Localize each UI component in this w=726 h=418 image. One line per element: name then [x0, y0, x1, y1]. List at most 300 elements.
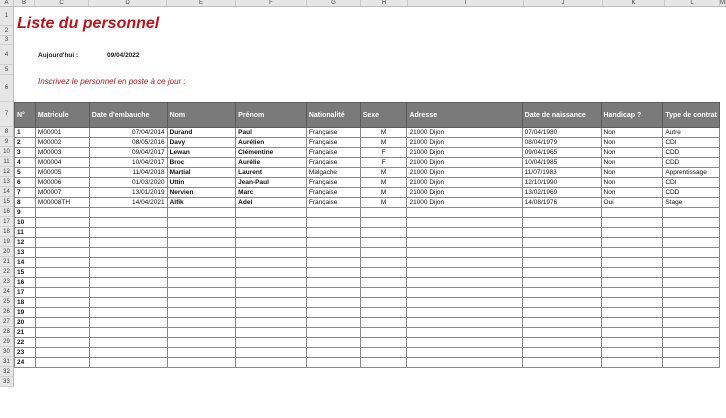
cell-first-name[interactable] — [236, 238, 307, 248]
cell-first-name[interactable] — [236, 348, 307, 358]
cell-number[interactable]: 2 — [15, 138, 36, 148]
cell-first-name[interactable] — [236, 338, 307, 348]
cell-last-name[interactable] — [167, 318, 236, 328]
cell-matricule[interactable] — [35, 308, 89, 318]
cell-handicap[interactable] — [601, 218, 663, 228]
cell-address[interactable] — [407, 268, 522, 278]
cell-nationality[interactable] — [306, 358, 360, 368]
cell-birth-date[interactable]: 09/04/1965 — [522, 148, 601, 158]
cell-hire-date[interactable] — [89, 318, 167, 328]
cell-first-name[interactable]: Aurélien — [236, 138, 307, 148]
cell-handicap[interactable]: Non — [601, 188, 663, 198]
cell-contract-type[interactable]: CDD — [663, 148, 720, 158]
cell-last-name[interactable] — [167, 358, 236, 368]
cell-address[interactable] — [407, 328, 522, 338]
cell-last-name[interactable] — [167, 228, 236, 238]
cell-handicap[interactable] — [601, 338, 663, 348]
cell-contract-type[interactable] — [663, 348, 720, 358]
cell-last-name[interactable]: Martial — [167, 168, 236, 178]
cell-birth-date[interactable] — [522, 338, 601, 348]
cell-matricule[interactable] — [35, 288, 89, 298]
cell-handicap[interactable] — [601, 308, 663, 318]
row-header[interactable]: 33 — [0, 377, 14, 387]
cell-hire-date[interactable]: 11/04/2018 — [89, 168, 167, 178]
row-header[interactable]: 13 — [0, 177, 14, 187]
cell-matricule[interactable] — [35, 358, 89, 368]
cell-number[interactable]: 9 — [15, 208, 36, 218]
cell-number[interactable]: 12 — [15, 238, 36, 248]
cell-nationality[interactable] — [306, 208, 360, 218]
cell-contract-type[interactable] — [663, 248, 720, 258]
cell-birth-date[interactable]: 14/08/1976 — [522, 198, 601, 208]
cell-number[interactable]: 8 — [15, 198, 36, 208]
cell-hire-date[interactable]: 10/04/2017 — [89, 158, 167, 168]
cell-nationality[interactable] — [306, 268, 360, 278]
row-header[interactable]: 23 — [0, 277, 14, 287]
cell-hire-date[interactable]: 13/01/2019 — [89, 188, 167, 198]
cell-birth-date[interactable] — [522, 358, 601, 368]
cell-address[interactable] — [407, 358, 522, 368]
cell-contract-type[interactable] — [663, 308, 720, 318]
column-header[interactable]: D — [89, 0, 167, 7]
cell-contract-type[interactable] — [663, 218, 720, 228]
cell-nationality[interactable]: Malgache — [306, 168, 360, 178]
cell-handicap[interactable]: Oui — [601, 198, 663, 208]
cell-address[interactable] — [407, 318, 522, 328]
cell-number[interactable]: 10 — [15, 218, 36, 228]
cell-hire-date[interactable] — [89, 208, 167, 218]
row-header[interactable]: 17 — [0, 217, 14, 227]
cell-last-name[interactable] — [167, 338, 236, 348]
cell-matricule[interactable]: M00008TH — [35, 198, 89, 208]
cell-contract-type[interactable] — [663, 358, 720, 368]
today-value[interactable]: 09/04/2022 — [107, 52, 140, 59]
cell-nationality[interactable] — [306, 248, 360, 258]
cell-hire-date[interactable] — [89, 248, 167, 258]
cell-last-name[interactable] — [167, 248, 236, 258]
cell-sex[interactable] — [360, 238, 407, 248]
cell-number[interactable]: 7 — [15, 188, 36, 198]
cell-sex[interactable]: M — [360, 198, 407, 208]
cell-contract-type[interactable] — [663, 258, 720, 268]
row-header[interactable]: 3 — [0, 36, 14, 45]
row-header[interactable]: 30 — [0, 347, 14, 357]
column-header[interactable]: L — [665, 0, 720, 7]
cell-address[interactable] — [407, 218, 522, 228]
row-header[interactable]: 21 — [0, 257, 14, 267]
cell-handicap[interactable] — [601, 288, 663, 298]
cell-hire-date[interactable] — [89, 298, 167, 308]
row-header[interactable]: 9 — [0, 137, 14, 147]
column-header[interactable]: A — [0, 0, 14, 7]
row-header[interactable]: 15 — [0, 197, 14, 207]
cell-matricule[interactable]: M00001 — [35, 128, 89, 138]
cell-hire-date[interactable] — [89, 258, 167, 268]
cell-nationality[interactable] — [306, 288, 360, 298]
cell-contract-type[interactable] — [663, 278, 720, 288]
cell-number[interactable]: 19 — [15, 308, 36, 318]
cell-number[interactable]: 18 — [15, 298, 36, 308]
cell-last-name[interactable] — [167, 298, 236, 308]
row-header[interactable]: 7 — [0, 102, 14, 127]
cell-last-name[interactable] — [167, 308, 236, 318]
cell-last-name[interactable]: Durand — [167, 128, 236, 138]
cell-address[interactable] — [407, 338, 522, 348]
cell-birth-date[interactable]: 10/04/1985 — [522, 158, 601, 168]
cell-first-name[interactable] — [236, 328, 307, 338]
row-header[interactable]: 32 — [0, 367, 14, 377]
header-matricule[interactable]: Matricule — [35, 103, 89, 128]
column-header[interactable]: G — [307, 0, 361, 7]
cell-matricule[interactable]: M00006 — [35, 178, 89, 188]
header-hire-date[interactable]: Date d'embauche — [89, 103, 167, 128]
cell-birth-date[interactable] — [522, 218, 601, 228]
row-header[interactable]: 26 — [0, 307, 14, 317]
cell-nationality[interactable] — [306, 348, 360, 358]
cell-birth-date[interactable] — [522, 288, 601, 298]
cell-nationality[interactable] — [306, 258, 360, 268]
cell-number[interactable]: 23 — [15, 348, 36, 358]
cell-address[interactable]: 21000 Dijon — [407, 168, 522, 178]
cell-sex[interactable] — [360, 278, 407, 288]
cell-birth-date[interactable] — [522, 318, 601, 328]
column-header[interactable]: F — [236, 0, 307, 7]
cell-sex[interactable] — [360, 348, 407, 358]
cell-first-name[interactable] — [236, 318, 307, 328]
cell-first-name[interactable] — [236, 228, 307, 238]
cell-contract-type[interactable] — [663, 208, 720, 218]
cell-sex[interactable]: M — [360, 168, 407, 178]
cell-first-name[interactable]: Adel — [236, 198, 307, 208]
cell-matricule[interactable] — [35, 348, 89, 358]
cell-matricule[interactable] — [35, 258, 89, 268]
cell-last-name[interactable] — [167, 208, 236, 218]
cell-handicap[interactable] — [601, 258, 663, 268]
header-handicap[interactable]: Handicap ? — [601, 103, 663, 128]
cell-nationality[interactable]: Française — [306, 178, 360, 188]
column-header[interactable]: I — [408, 0, 524, 7]
cell-sex[interactable] — [360, 288, 407, 298]
cell-first-name[interactable] — [236, 258, 307, 268]
cell-handicap[interactable]: Non — [601, 128, 663, 138]
row-header[interactable]: 1 — [0, 7, 14, 26]
cell-handicap[interactable] — [601, 298, 663, 308]
cell-last-name[interactable] — [167, 328, 236, 338]
cell-nationality[interactable] — [306, 298, 360, 308]
cell-contract-type[interactable]: Stage — [663, 198, 720, 208]
cell-handicap[interactable]: Non — [601, 138, 663, 148]
cell-number[interactable]: 22 — [15, 338, 36, 348]
cell-address[interactable] — [407, 228, 522, 238]
cell-nationality[interactable] — [306, 328, 360, 338]
cell-address[interactable]: 21000 Dijon — [407, 148, 522, 158]
cell-handicap[interactable] — [601, 328, 663, 338]
cell-hire-date[interactable] — [89, 218, 167, 228]
cell-nationality[interactable] — [306, 318, 360, 328]
row-header[interactable]: 6 — [0, 75, 14, 102]
cell-number[interactable]: 24 — [15, 358, 36, 368]
cell-first-name[interactable] — [236, 298, 307, 308]
header-number[interactable]: N° — [15, 103, 36, 128]
cell-contract-type[interactable] — [663, 338, 720, 348]
cell-hire-date[interactable]: 14/04/2021 — [89, 198, 167, 208]
cell-sex[interactable] — [360, 248, 407, 258]
row-header[interactable]: 14 — [0, 187, 14, 197]
cell-contract-type[interactable] — [663, 318, 720, 328]
row-header[interactable]: 22 — [0, 267, 14, 277]
cell-nationality[interactable]: Française — [306, 128, 360, 138]
cell-nationality[interactable] — [306, 228, 360, 238]
cell-birth-date[interactable] — [522, 228, 601, 238]
cell-matricule[interactable]: M00004 — [35, 158, 89, 168]
cell-sex[interactable]: M — [360, 138, 407, 148]
cell-matricule[interactable] — [35, 318, 89, 328]
cell-number[interactable]: 15 — [15, 268, 36, 278]
cell-hire-date[interactable] — [89, 228, 167, 238]
cell-handicap[interactable] — [601, 208, 663, 218]
cell-first-name[interactable]: Clémentine — [236, 148, 307, 158]
column-header[interactable]: J — [524, 0, 603, 7]
cell-contract-type[interactable]: CDD — [663, 188, 720, 198]
row-header[interactable]: 19 — [0, 237, 14, 247]
cell-handicap[interactable] — [601, 278, 663, 288]
cell-contract-type[interactable]: CDI — [663, 178, 720, 188]
cell-nationality[interactable]: Française — [306, 188, 360, 198]
cell-birth-date[interactable] — [522, 348, 601, 358]
cell-hire-date[interactable]: 01/03/2020 — [89, 178, 167, 188]
cell-address[interactable] — [407, 278, 522, 288]
cell-number[interactable]: 14 — [15, 258, 36, 268]
cell-sex[interactable] — [360, 358, 407, 368]
cell-nationality[interactable] — [306, 238, 360, 248]
cell-birth-date[interactable] — [522, 328, 601, 338]
cell-matricule[interactable] — [35, 338, 89, 348]
cell-number[interactable]: 16 — [15, 278, 36, 288]
cell-address[interactable]: 21000 Dijon — [407, 178, 522, 188]
cell-handicap[interactable] — [601, 238, 663, 248]
cell-nationality[interactable] — [306, 278, 360, 288]
column-header[interactable]: K — [603, 0, 665, 7]
cell-contract-type[interactable]: Apprentissage — [663, 168, 720, 178]
cell-contract-type[interactable]: Autre — [663, 128, 720, 138]
cell-number[interactable]: 4 — [15, 158, 36, 168]
cell-birth-date[interactable] — [522, 308, 601, 318]
cell-number[interactable]: 11 — [15, 228, 36, 238]
cell-first-name[interactable] — [236, 208, 307, 218]
cell-birth-date[interactable]: 08/04/1979 — [522, 138, 601, 148]
cell-last-name[interactable] — [167, 238, 236, 248]
cell-sex[interactable] — [360, 258, 407, 268]
cell-hire-date[interactable] — [89, 308, 167, 318]
cell-last-name[interactable]: Nervien — [167, 188, 236, 198]
cell-address[interactable] — [407, 298, 522, 308]
cell-address[interactable] — [407, 348, 522, 358]
column-header[interactable]: M — [720, 0, 725, 6]
cell-handicap[interactable]: Non — [601, 168, 663, 178]
row-header[interactable]: 28 — [0, 327, 14, 337]
column-header[interactable]: C — [35, 0, 89, 7]
cell-address[interactable] — [407, 308, 522, 318]
cell-address[interactable] — [407, 258, 522, 268]
row-header[interactable]: 24 — [0, 287, 14, 297]
cell-sex[interactable] — [360, 208, 407, 218]
cell-first-name[interactable] — [236, 218, 307, 228]
cell-sex[interactable] — [360, 218, 407, 228]
cell-number[interactable]: 13 — [15, 248, 36, 258]
cell-address[interactable]: 21000 Dijon — [407, 138, 522, 148]
cell-contract-type[interactable] — [663, 268, 720, 278]
cell-birth-date[interactable] — [522, 238, 601, 248]
cell-contract-type[interactable] — [663, 328, 720, 338]
cell-matricule[interactable] — [35, 278, 89, 288]
row-header[interactable]: 27 — [0, 317, 14, 327]
row-header[interactable]: 16 — [0, 207, 14, 217]
cell-number[interactable]: 21 — [15, 328, 36, 338]
cell-first-name[interactable]: Jean-Paul — [236, 178, 307, 188]
cell-number[interactable]: 5 — [15, 168, 36, 178]
cell-address[interactable] — [407, 248, 522, 258]
cell-sex[interactable] — [360, 228, 407, 238]
row-header[interactable]: 2 — [0, 26, 14, 36]
header-sex[interactable]: Sexe — [360, 103, 407, 128]
cell-matricule[interactable] — [35, 328, 89, 338]
cell-contract-type[interactable] — [663, 238, 720, 248]
cell-nationality[interactable] — [306, 338, 360, 348]
cell-handicap[interactable] — [601, 268, 663, 278]
cell-first-name[interactable]: Aurélie — [236, 158, 307, 168]
cell-sex[interactable] — [360, 268, 407, 278]
cell-matricule[interactable]: M00003 — [35, 148, 89, 158]
row-header[interactable]: 10 — [0, 147, 14, 157]
cell-matricule[interactable]: M00005 — [35, 168, 89, 178]
cell-sex[interactable] — [360, 328, 407, 338]
cell-handicap[interactable]: Non — [601, 178, 663, 188]
cell-contract-type[interactable] — [663, 228, 720, 238]
cell-birth-date[interactable] — [522, 298, 601, 308]
cell-sex[interactable]: M — [360, 178, 407, 188]
cell-hire-date[interactable] — [89, 348, 167, 358]
cell-first-name[interactable]: Laurent — [236, 168, 307, 178]
cell-sex[interactable] — [360, 338, 407, 348]
cell-contract-type[interactable]: CDI — [663, 138, 720, 148]
cell-first-name[interactable] — [236, 358, 307, 368]
column-header[interactable]: H — [361, 0, 408, 7]
cell-number[interactable]: 6 — [15, 178, 36, 188]
cell-birth-date[interactable] — [522, 258, 601, 268]
cell-nationality[interactable] — [306, 308, 360, 318]
cell-contract-type[interactable]: CDD — [663, 158, 720, 168]
cell-address[interactable] — [407, 238, 522, 248]
cell-matricule[interactable]: M00002 — [35, 138, 89, 148]
cell-birth-date[interactable]: 12/10/1990 — [522, 178, 601, 188]
cell-sex[interactable] — [360, 298, 407, 308]
cell-hire-date[interactable] — [89, 288, 167, 298]
row-header[interactable]: 4 — [0, 45, 14, 65]
cell-last-name[interactable]: Davy — [167, 138, 236, 148]
header-last-name[interactable]: Nom — [167, 103, 236, 128]
cell-sex[interactable] — [360, 308, 407, 318]
cell-contract-type[interactable] — [663, 288, 720, 298]
cell-nationality[interactable]: Française — [306, 158, 360, 168]
cell-hire-date[interactable]: 08/05/2016 — [89, 138, 167, 148]
header-nationality[interactable]: Nationalité — [306, 103, 360, 128]
cell-address[interactable]: 21000 Dijon — [407, 188, 522, 198]
cell-first-name[interactable] — [236, 308, 307, 318]
row-header[interactable]: 8 — [0, 127, 14, 137]
cell-birth-date[interactable] — [522, 248, 601, 258]
cell-first-name[interactable] — [236, 288, 307, 298]
cell-first-name[interactable] — [236, 268, 307, 278]
cell-matricule[interactable] — [35, 268, 89, 278]
cell-last-name[interactable]: Uttin — [167, 178, 236, 188]
row-header[interactable]: 20 — [0, 247, 14, 257]
header-first-name[interactable]: Prénom — [236, 103, 307, 128]
sheet-title[interactable]: Liste du personnel — [17, 15, 160, 32]
cell-address[interactable]: 21000 Dijon — [407, 128, 522, 138]
cell-first-name[interactable]: Marc — [236, 188, 307, 198]
column-header[interactable]: E — [167, 0, 236, 7]
cell-handicap[interactable]: Non — [601, 148, 663, 158]
cell-address[interactable]: 21000 Dijon — [407, 158, 522, 168]
cell-hire-date[interactable] — [89, 358, 167, 368]
cell-first-name[interactable] — [236, 278, 307, 288]
cell-birth-date[interactable] — [522, 268, 601, 278]
cell-birth-date[interactable] — [522, 278, 601, 288]
cell-address[interactable] — [407, 208, 522, 218]
cell-matricule[interactable] — [35, 298, 89, 308]
cell-first-name[interactable]: Paul — [236, 128, 307, 138]
cell-sex[interactable]: F — [360, 158, 407, 168]
cell-birth-date[interactable] — [522, 208, 601, 218]
cell-matricule[interactable] — [35, 218, 89, 228]
cell-nationality[interactable]: Française — [306, 138, 360, 148]
cell-hire-date[interactable] — [89, 278, 167, 288]
cell-last-name[interactable] — [167, 258, 236, 268]
row-header[interactable]: 12 — [0, 167, 14, 177]
row-header[interactable]: 25 — [0, 297, 14, 307]
cell-first-name[interactable] — [236, 248, 307, 258]
column-header[interactable]: B — [14, 0, 35, 7]
cell-birth-date[interactable]: 11/07/1983 — [522, 168, 601, 178]
instruction-text[interactable]: Inscrivez le personnel en poste à ce jour : — [38, 77, 186, 86]
cell-handicap[interactable] — [601, 228, 663, 238]
cell-hire-date[interactable] — [89, 328, 167, 338]
cell-last-name[interactable] — [167, 268, 236, 278]
cell-nationality[interactable]: Française — [306, 148, 360, 158]
cell-last-name[interactable] — [167, 288, 236, 298]
cell-address[interactable] — [407, 288, 522, 298]
cell-last-name[interactable]: Alfik — [167, 198, 236, 208]
cell-sex[interactable]: M — [360, 188, 407, 198]
cell-birth-date[interactable]: 07/04/1980 — [522, 128, 601, 138]
cell-nationality[interactable]: Française — [306, 198, 360, 208]
cell-last-name[interactable] — [167, 218, 236, 228]
cell-hire-date[interactable] — [89, 338, 167, 348]
cell-number[interactable]: 17 — [15, 288, 36, 298]
cell-handicap[interactable] — [601, 248, 663, 258]
cell-last-name[interactable] — [167, 278, 236, 288]
cell-matricule[interactable] — [35, 228, 89, 238]
cell-address[interactable]: 21000 Dijon — [407, 198, 522, 208]
cell-last-name[interactable] — [167, 348, 236, 358]
cell-hire-date[interactable]: 09/04/2017 — [89, 148, 167, 158]
cell-handicap[interactable]: Non — [601, 158, 663, 168]
cell-matricule[interactable] — [35, 238, 89, 248]
cell-matricule[interactable]: M00007 — [35, 188, 89, 198]
row-header[interactable]: 18 — [0, 227, 14, 237]
cell-matricule[interactable] — [35, 208, 89, 218]
row-header[interactable]: 31 — [0, 357, 14, 367]
